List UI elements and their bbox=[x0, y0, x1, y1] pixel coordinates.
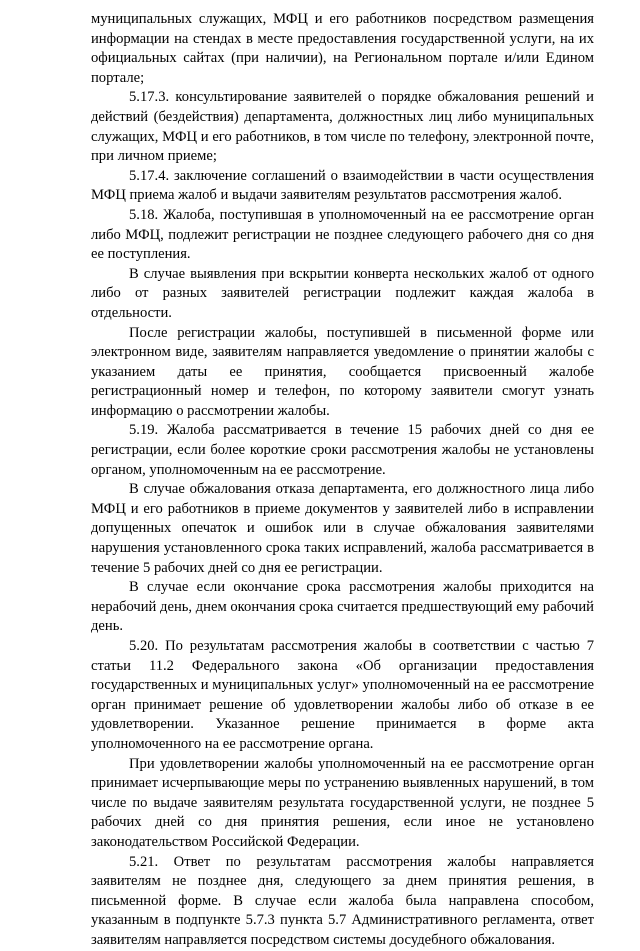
paragraph: 5.18. Жалоба, поступившая в уполномоченный на ее рассмотрение орган либо МФЦ, подлежит регистрации не позднее следующего рабочего дня со дня ее поступления. bbox=[91, 206, 594, 263]
paragraph: 5.17.3. консультирование заявителей о порядке обжалования решений и действий (бездействия) департамента, должностных лиц либо муниципальных служащих, МФЦ и его работников, в том числе по телефону, электронной почте, при личном приеме; bbox=[91, 89, 594, 165]
paragraph: 5.20. По результатам рассмотрения жалобы в соответствии с частью 7 статьи 11.2 Федерального закона «Об организации предоставления государственных и муниципальных услуг» уполномоченный на ее рассмотрение орган принимает решение об удовлетворении жалобы либо об отказе в ее удовлетворении. Указанное решение принимается в форме акта уполномоченного на ее рассмотрение органа. bbox=[91, 638, 594, 752]
paragraph: В случае обжалования отказа департамента, его должностного лица либо МФЦ и его работников в приеме документов у заявителей либо в исправлении допущенных опечаток и ошибок или в случае обжалования заявителями нарушения установленного срока таких исправлений, жалоба рассматривается в течение 5 рабочих дней со дня ее регистрации. bbox=[91, 481, 594, 576]
paragraph: муниципальных служащих, МФЦ и его работников посредством размещения информации на стендах в месте предоставления государственной услуги, на их официальных сайтах (при наличии), на Региональном портале и/или Едином портале; bbox=[91, 11, 594, 86]
paragraph: 5.21. Ответ по результатам рассмотрения жалобы направляется заявителям не позднее дня, следующего за днем принятия решения, в письменной форме. В случае если жалоба была направлена способом, указанным в подпункте 5.7.3 пункта 5.7 Административного регламента, ответ заявителям направляется посредством системы досудебного обжалования. bbox=[91, 853, 594, 948]
paragraph: 5.17.4. заключение соглашений о взаимодействии в части осуществления МФЦ приема жалоб и выдачи заявителям результатов рассмотрения жалоб. bbox=[91, 167, 594, 204]
paragraph: 5.19. Жалоба рассматривается в течение 15 рабочих дней со дня ее регистрации, если более короткие сроки рассмотрения жалобы не установлены органом, уполномоченным на ее рассмотрение. bbox=[91, 422, 594, 478]
paragraph: В случае если окончание срока рассмотрения жалобы приходится на нерабочий день, днем окончания срока считается предшествующий ему рабочий день. bbox=[91, 579, 594, 635]
paragraph: В случае выявления при вскрытии конверта нескольких жалоб от одного либо от разных заявителей регистрации подлежит каждая жалоба в отдельности. bbox=[91, 265, 594, 321]
paragraph: При удовлетворении жалобы уполномоченный на ее рассмотрение орган принимает исчерпывающие меры по устранению выявленных нарушений, в том числе по выдаче заявителям результата государственной услуги, не позднее 5 рабочих дней со дня принятия решения, если иное не установлено законодательством Российской Федерации. bbox=[91, 755, 594, 850]
paragraph: После регистрации жалобы, поступившей в письменной форме или электронном виде, заявителям направляется уведомление о принятии жалобы с указанием даты ее принятия, сообщается присвоенный жалобе регистрационный номер и телефон, по которому заявители смогут узнать информацию о рассмотрении жалобы. bbox=[91, 324, 594, 419]
